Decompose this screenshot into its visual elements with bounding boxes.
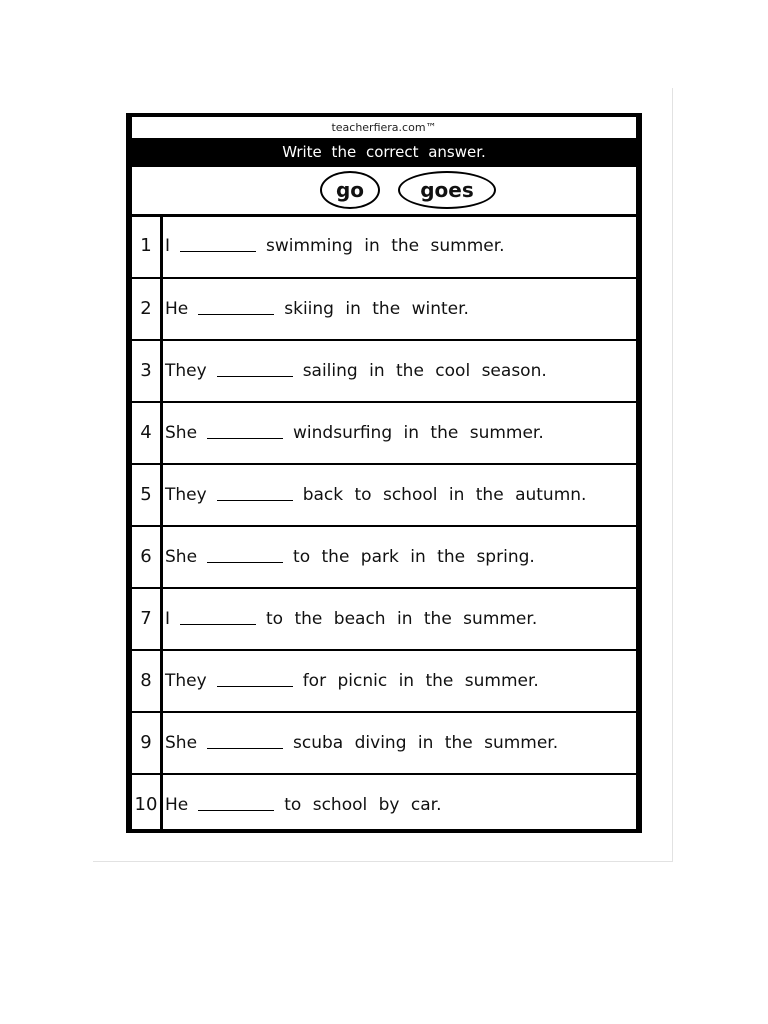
- question-number: 2: [140, 298, 152, 319]
- question-row: [132, 277, 636, 339]
- question-text: [165, 713, 558, 773]
- question-number: 6: [140, 546, 152, 567]
- question-number: 7: [140, 608, 152, 629]
- question-number: 3: [140, 360, 152, 381]
- question-text: [165, 216, 505, 276]
- question-text: [165, 465, 586, 525]
- subject: They: [165, 361, 207, 381]
- answer-blank[interactable]: [207, 421, 283, 439]
- question-row: [132, 587, 636, 649]
- question-text: [165, 775, 441, 835]
- predicate: windsurfing in the summer.: [293, 423, 544, 443]
- subject: I: [165, 609, 171, 629]
- question-number: 9: [140, 732, 152, 753]
- predicate: to school by car.: [284, 795, 442, 815]
- question-table: [130, 214, 638, 830]
- question-text: [165, 403, 544, 463]
- site-credit: teacherfiera.com™: [130, 117, 638, 138]
- subject: She: [165, 733, 198, 753]
- predicate: sailing in the cool season.: [302, 361, 547, 381]
- subject: He: [165, 795, 189, 815]
- predicate: for picnic in the summer.: [302, 671, 539, 691]
- option-goes: goes: [398, 171, 496, 209]
- answer-blank[interactable]: [180, 234, 256, 252]
- subject: She: [165, 547, 198, 567]
- option-go: go: [320, 171, 380, 209]
- question-number: 10: [134, 794, 158, 815]
- answer-blank[interactable]: [198, 297, 274, 315]
- answer-blank[interactable]: [217, 483, 293, 501]
- instruction-title: Write the correct answer.: [130, 138, 638, 167]
- predicate: to the beach in the summer.: [266, 609, 538, 629]
- answer-blank[interactable]: [207, 731, 283, 749]
- subject: She: [165, 423, 198, 443]
- question-text: [165, 279, 469, 339]
- answer-blank[interactable]: [217, 669, 293, 687]
- question-row: [132, 711, 636, 773]
- answer-blank[interactable]: [207, 545, 283, 563]
- question-text: [165, 651, 539, 711]
- question-row: [132, 463, 636, 525]
- question-row: [132, 216, 636, 278]
- subject: I: [165, 236, 171, 256]
- subject: He: [165, 299, 189, 319]
- question-text: [165, 589, 537, 649]
- answer-blank[interactable]: [180, 607, 256, 625]
- question-number: 1: [140, 235, 152, 256]
- answer-blank[interactable]: [217, 359, 293, 377]
- question-row: [132, 401, 636, 463]
- options-divider: [130, 214, 638, 217]
- question-number: 8: [140, 670, 152, 691]
- question-row: [132, 525, 636, 587]
- question-text: [165, 527, 535, 587]
- predicate: swimming in the summer.: [266, 236, 505, 256]
- subject: They: [165, 671, 207, 691]
- worksheet: [126, 113, 642, 833]
- question-row: [132, 649, 636, 711]
- question-row: [132, 339, 636, 401]
- predicate: skiing in the winter.: [284, 299, 469, 319]
- predicate: to the park in the spring.: [293, 547, 535, 567]
- question-text: [165, 341, 547, 401]
- word-options: [130, 167, 638, 214]
- predicate: back to school in the autumn.: [302, 485, 587, 505]
- subject: They: [165, 485, 207, 505]
- question-number: 4: [140, 422, 152, 443]
- question-number: 5: [140, 484, 152, 505]
- answer-blank[interactable]: [198, 793, 274, 811]
- predicate: scuba diving in the summer.: [293, 733, 559, 753]
- question-row: [132, 773, 636, 835]
